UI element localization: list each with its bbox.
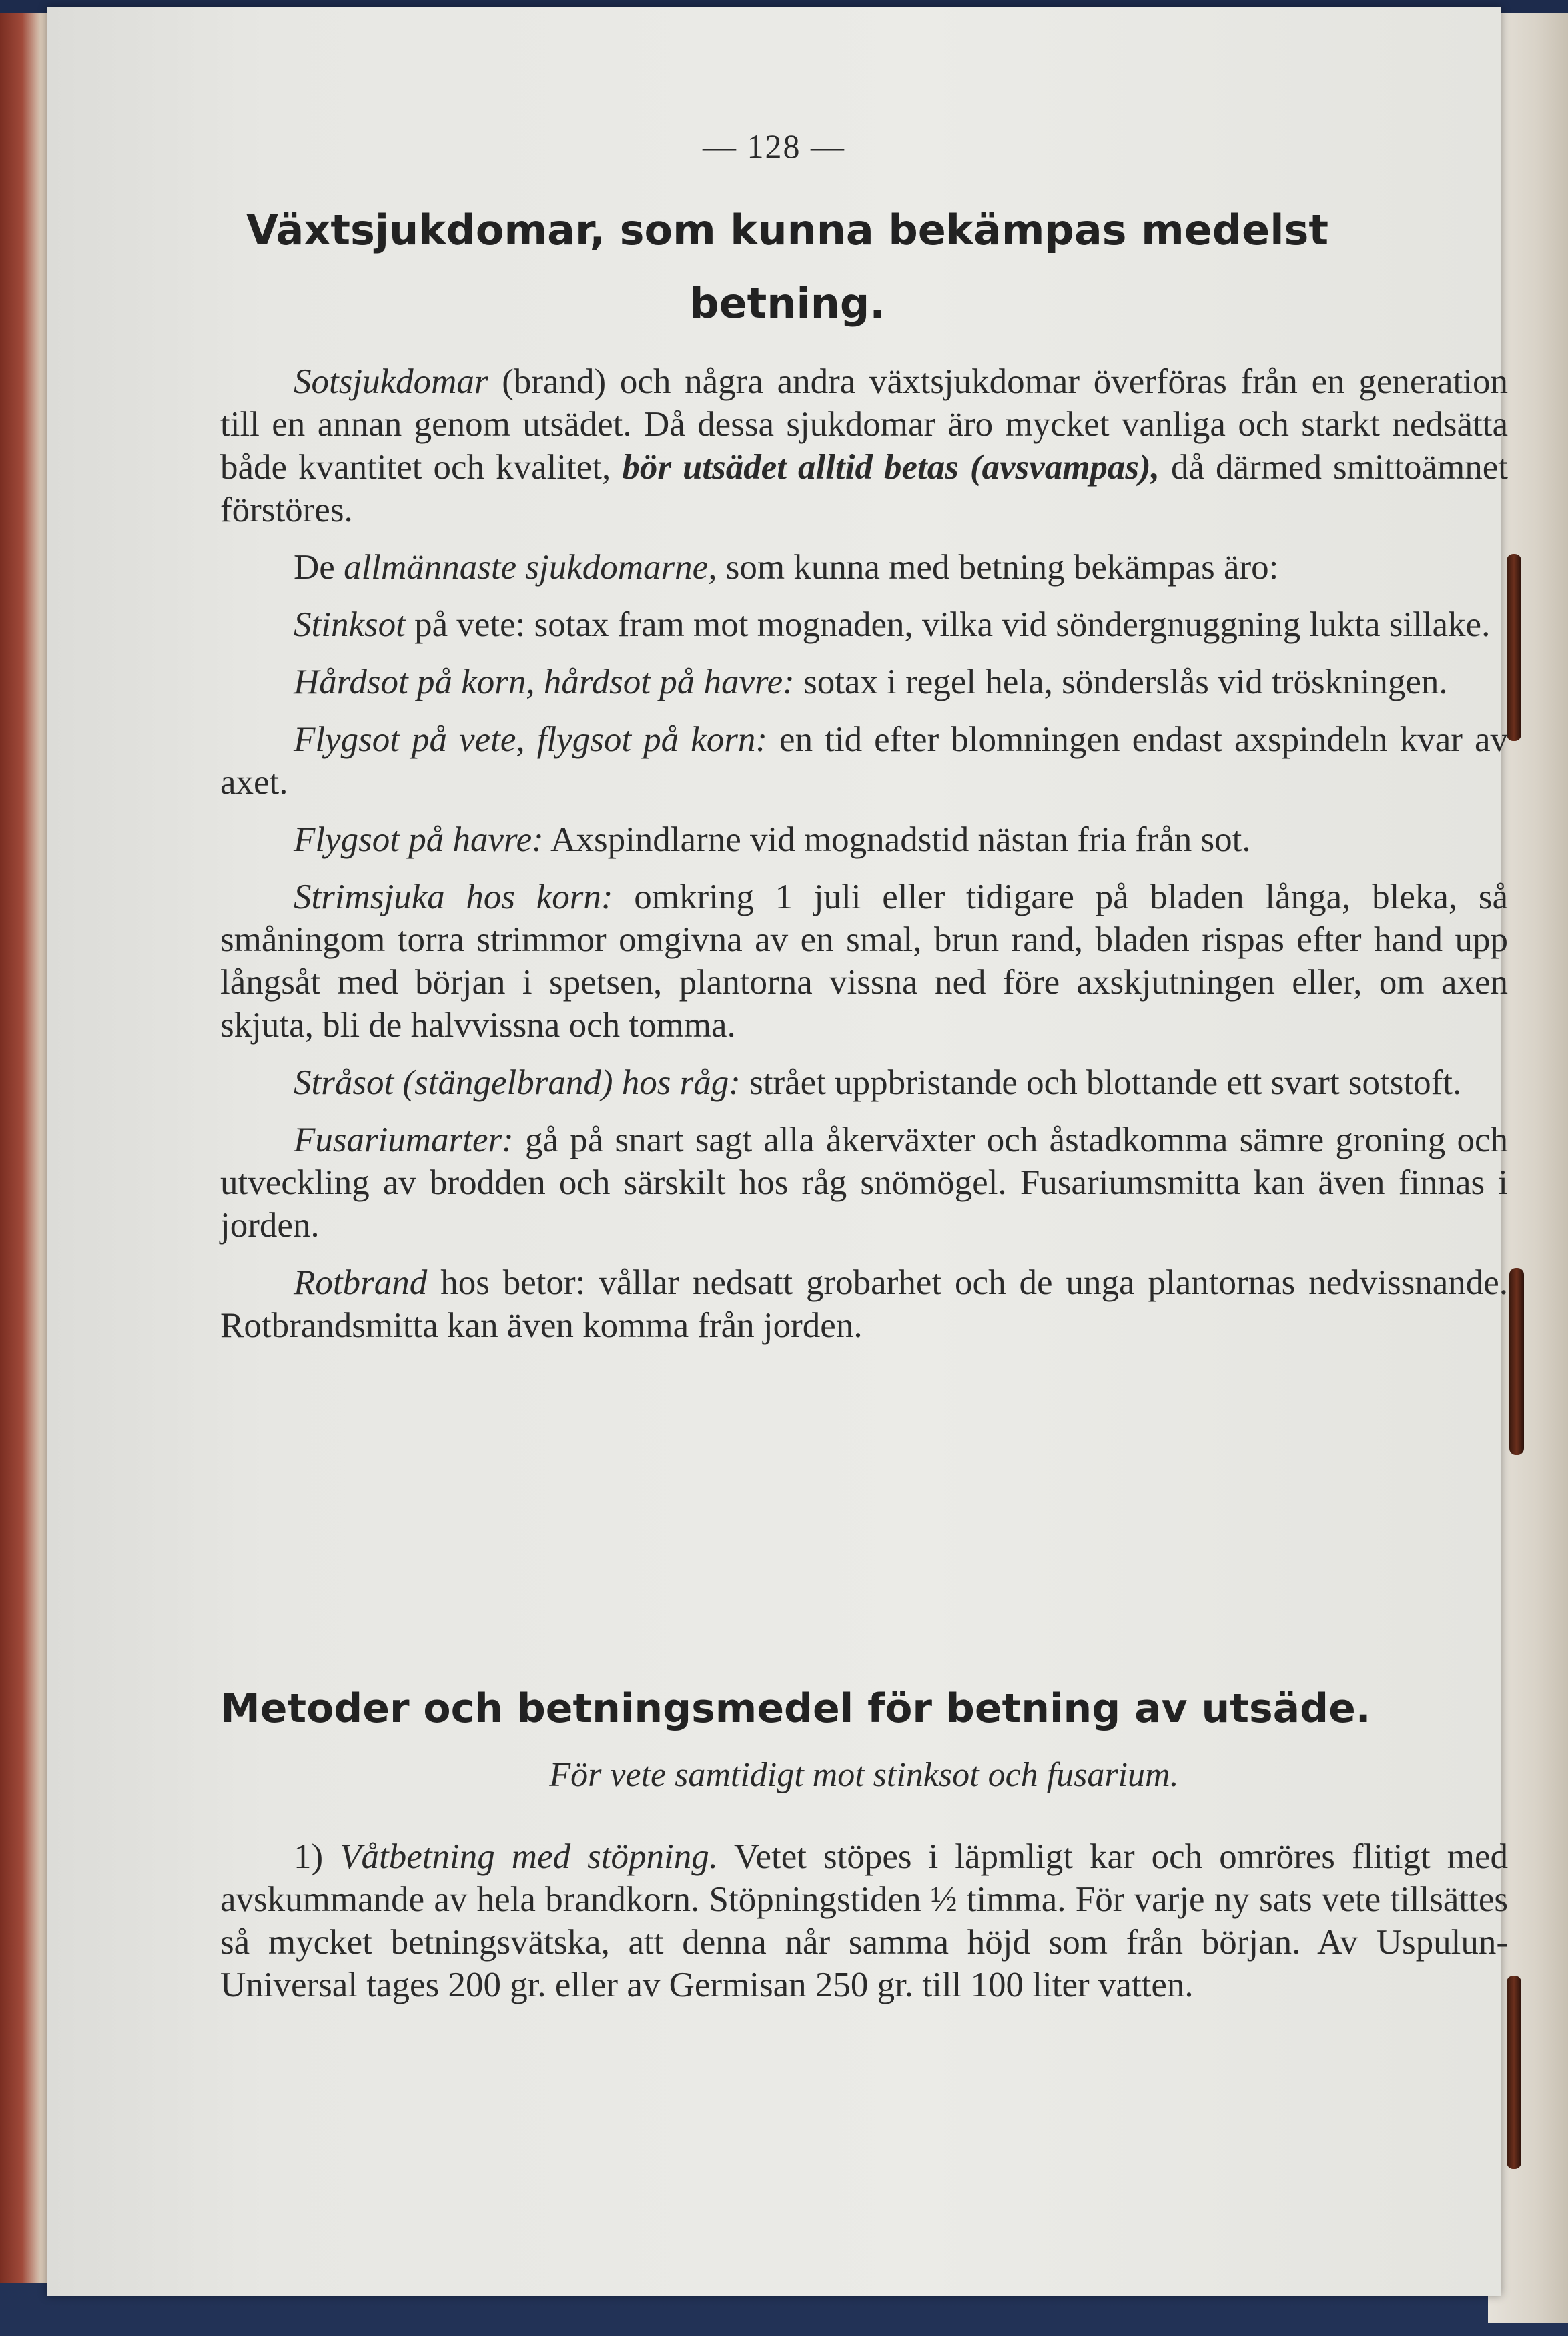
paragraph: Flygsot på havre: Axspindlarne vid mognadstid nästan fria från sot.: [294, 820, 1251, 859]
section-title: Växtsjukdomar, som kunna bekämpas medelst: [246, 206, 1329, 254]
paragraph: Flygsot på vete, flygsot på korn: en tid efter blomningen endast axspindeln kvar av axet.: [220, 720, 1508, 802]
page-number: — 128 —: [703, 127, 845, 165]
page-tab-marker: [1507, 554, 1521, 741]
section-title-continued: betning.: [689, 279, 885, 328]
book-page: [47, 7, 1508, 2296]
paragraph: Strimsjuka hos korn: omkring 1 juli eller tidigare på bladen långa, bleka, så småningom torra strimmor omgivna av en smal, brun rand, bladen rispas efter hand upp långsåt med början i spetsen, plantorna vissna ned före axskjutningen eller, om axen skjuta, bli de halvvissna och tomma.: [220, 878, 1508, 1045]
paragraph: Stråsot (stängelbrand) hos råg: strået uppbristande och blottande ett svart sotstoft.: [294, 1063, 1462, 1102]
body-text: [220, 360, 1508, 1362]
paragraph: Rotbrand hos betor: vållar nedsatt grobarhet och de unga plantornas nedvissnande. Rotbrandsmitta kan även komma från jorden.: [220, 1263, 1508, 1345]
paragraph: Stinksot på vete: sotax fram mot mognaden, vilka vid söndergnuggning lukta sillake.: [294, 605, 1491, 644]
paragraph: Fusariumarter: gå på snart sagt alla åkerväxter och åstadkomma sämre groning och utveckling av brodden och särskilt hos råg snömögel. Fusariumsmitta kan även finnas i jorden.: [220, 1121, 1508, 1245]
page-tab-marker: [1507, 1976, 1521, 2169]
body-text: [220, 1835, 1508, 2021]
paragraph: De allmännaste sjukdomarne, som kunna med betning bekämpas äro:: [294, 548, 1279, 587]
paragraph: 1) Våtbetning med stöpning. Vetet stöpes i läpmligt kar och omröres flitigt med avskummande av hela brandkorn. Stöpningstiden ½ timma. För varje ny sats vete tillsättes så mycket betningsvätska, att denna når samma höjd som från början. Av Uspulun-Universal tages 200 gr. eller av Germisan 250 gr. till 100 liter vatten.: [220, 1837, 1508, 2004]
section-title: Metoder och betningsmedel för betning av utsäde.: [220, 1685, 1371, 1732]
section-subtitle: För vete samtidigt mot stinksot och fusarium.: [549, 1756, 1179, 1794]
paragraph: Hårdsot på korn, hårdsot på havre: sotax i regel hela, sönderslås vid tröskningen.: [294, 663, 1448, 701]
paragraph: Sotsjukdomar (brand) och några andra växtsjukdomar överföras från en generation till en annan genom utsädet. Då dessa sjukdomar äro mycket vanliga och starkt nedsätta både kvantitet och kvalitet, bör utsädet alltid betas (avsvampas), då därmed smittoämnet förstöres.: [220, 362, 1508, 529]
page-tab-marker: [1509, 1268, 1524, 1455]
